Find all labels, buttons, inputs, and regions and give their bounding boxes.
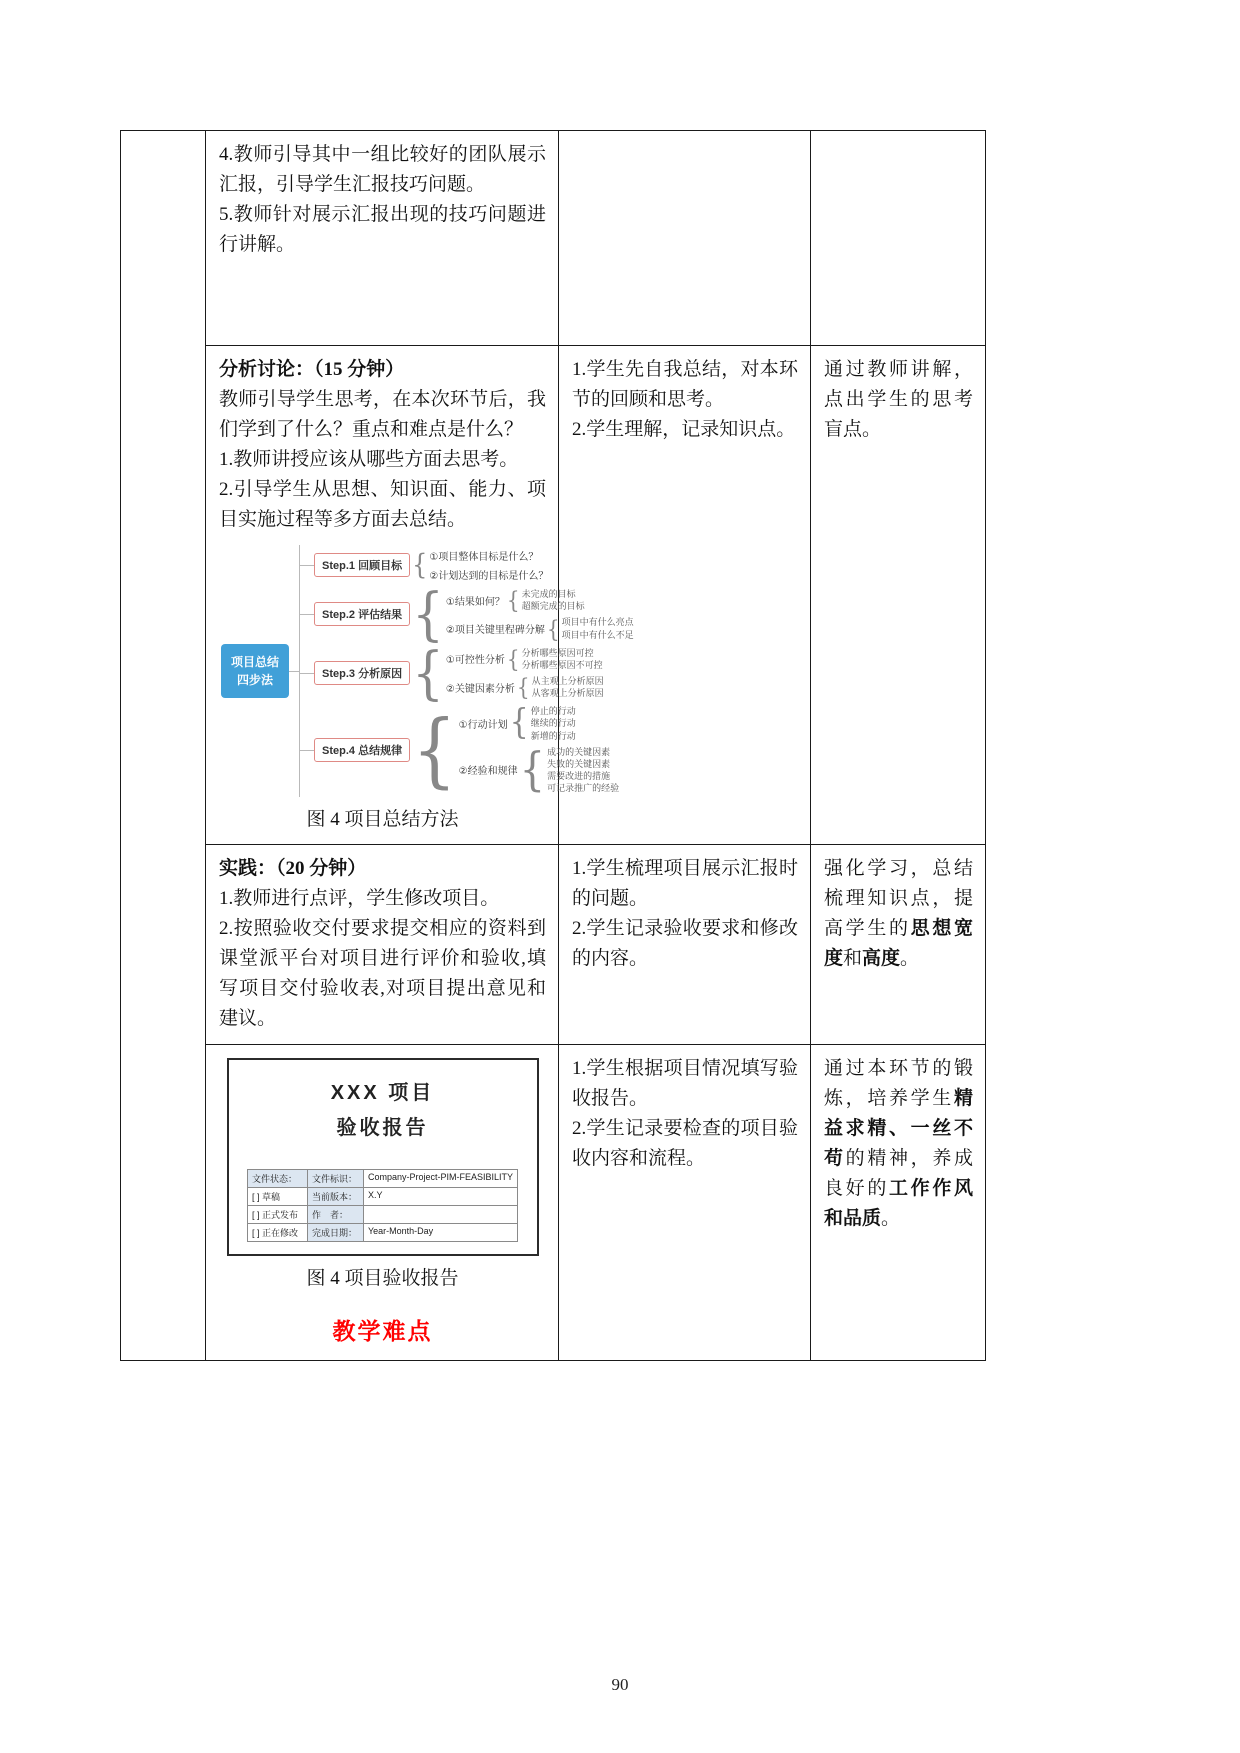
paragraph: 强化学习，总结梳理知识点，提高学生的思想宽度和高度。 [824,858,973,970]
report-cell: Company-Project-PIM-FEASIBILITY [363,1170,517,1188]
diagram-step-box: Step.2 评估结果 [314,602,410,626]
diagram-item: ②经验和规律 [458,766,518,778]
diagram-leaf: 分析哪些原因不可控 [521,659,603,670]
acceptance-report-figure [227,1058,539,1256]
diagram-step-1 [300,548,634,582]
report-cell: X.Y [363,1188,517,1206]
diagram-root-node [221,644,289,698]
report-title: XXX 项目 [330,1082,435,1105]
brace: { [519,743,546,797]
cell-teacher-activity-r1 [206,131,559,346]
report-cell: [ ] 正在修改 [247,1224,307,1242]
diagram-leaf: 项目中有什么不足 [561,629,634,640]
report-meta-table [247,1169,518,1242]
paragraph: 2.引导学生从思想、知识面、能力、项目实施过程等多方面去总结。 [219,479,546,531]
diagram-item: ①结果如何？ [445,596,505,608]
project-summary-diagram [221,545,634,797]
brace: { [516,673,530,701]
diagram-leaf: 分析哪些原因可控 [521,647,594,658]
page-number: 90 [611,1675,629,1694]
report-cell: 文件状态： [247,1170,307,1188]
cell-remarks-r2 [811,346,986,845]
diagram-step-3 [300,639,634,707]
paragraph: 通过教师讲解，点出学生的思考盲点。 [824,359,973,441]
diagram-leaf: 停止的行动 [530,706,576,717]
diagram-item: ②项目关键里程碑分解 [445,625,545,637]
report-cell [363,1206,517,1224]
paragraph: 1.学生梳理项目展示汇报时的问题。 [572,858,798,910]
section-heading: 实践：（20 分钟） [219,858,367,880]
diagram-leaf: 需要改进的措施 [547,770,611,781]
paragraph: 5.教师针对展示汇报出现的技巧问题进行讲解。 [219,204,546,256]
diagram-leaf: 继续的行动 [530,718,576,729]
diagram-step-4 [300,702,634,797]
diagram-leaf: 可记录推广的经验 [547,783,620,794]
report-cell: [ ] 草稿 [247,1188,307,1206]
diagram-step-box: Step.4 总结规律 [314,738,410,762]
cell-teacher-activity-r3 [206,845,559,1045]
diagram-leaf: 项目中有什么亮点 [561,617,634,628]
report-cell: 文件标识： [307,1170,363,1188]
diagram-leaf: 未完成的目标 [521,589,576,600]
report-cell: Year-Month-Day [363,1224,517,1242]
diagram-leaf: 从主观上分析原因 [531,675,604,686]
paragraph: 教师引导学生思考，在本次环节后，我们学到了什么？重点和难点是什么？ [219,389,546,441]
diagram-leaf: 成功的关键因素 [547,746,611,757]
brace: { [506,644,520,673]
brace: { [412,702,457,797]
paragraph: 1.学生根据项目情况填写验收报告。 [572,1058,798,1110]
diagram-steps [299,545,634,797]
brace: { [546,614,560,643]
paragraph: 2.按照验收交付要求提交相应的资料到课堂派平台对项目进行评价和验收,填写项目交付验收表,对项目提出意见和建议。 [219,918,546,1030]
section-heading: 分析讨论：（15 分钟） [219,359,405,380]
report-cell: 完成日期： [307,1224,363,1242]
diagram-root-line: 四步法 [237,673,274,688]
paragraph: 2.学生理解，记录知识点。 [572,419,796,441]
diagram-item: ①项目整体目标是什么？ [429,552,539,564]
paragraph: 1.教师进行点评，学生修改项目。 [219,888,500,910]
cell-teacher-activity-r2 [206,346,634,845]
report-title: 验收报告 [336,1117,429,1140]
diagram-item: ②计划达到的目标是什么？ [429,571,549,583]
diagram-leaf: 新增的行动 [530,730,576,741]
cell-student-activity-r4 [559,1045,811,1360]
connector-line [289,671,299,672]
cell-remarks-r1 [811,131,986,346]
paragraph: 2.学生记录要检查的项目验收内容和流程。 [572,1118,798,1170]
cell-remarks-r3 [811,845,986,1045]
diagram-step-2 [300,581,634,648]
cell-student-activity-r1 [559,131,811,346]
teaching-difficulty-label: 教学难点 [332,1319,433,1345]
diagram-step-box: Step.1 回顾目标 [314,553,410,577]
diagram-leaf: 失败的关键因素 [547,758,611,769]
paragraph: 2.学生记录验收要求和修改的内容。 [572,918,798,970]
report-cell: 作 者： [307,1206,363,1224]
diagram-step-box: Step.3 分析原因 [314,661,410,685]
paragraph: 1.学生先自我总结，对本环节的回顾和思考。 [572,359,798,411]
brace: { [412,581,444,648]
cell-teacher-activity-r4 [206,1045,559,1360]
cell-student-activity-r3 [559,845,811,1045]
brace: { [506,586,520,615]
report-cell: 当前版本： [307,1188,363,1206]
diagram-leaf: 从客观上分析原因 [531,688,604,699]
diagram-item: ①可控性分析 [445,655,505,667]
diagram-item: ①行动计划 [458,719,508,731]
diagram-root-line: 项目总结 [231,655,280,670]
diagram-item: ②关键因素分析 [445,683,515,695]
brace: { [509,702,529,743]
brace: { [412,639,444,707]
left-margin-cell [121,131,206,1361]
report-cell: [ ] 正式发布 [247,1206,307,1224]
paragraph: 4.教师引导其中一组比较好的团队展示汇报，引导学生汇报技巧问题。 [219,144,546,196]
brace: { [412,548,428,582]
diagram-leaf: 超额完成的目标 [521,601,585,612]
figure-caption: 图 4 项目总结方法 [306,809,459,831]
figure-caption: 图 4 项目验收报告 [306,1268,459,1290]
paragraph: 通过本环节的锻炼，培养学生精益求精、一丝不苟的精神，养成良好的工作作风和品质。 [824,1058,973,1230]
lesson-plan-table [120,130,986,1361]
cell-remarks-r4 [811,1045,986,1360]
paragraph: 1.教师讲授应该从哪些方面去思考。 [219,449,519,471]
